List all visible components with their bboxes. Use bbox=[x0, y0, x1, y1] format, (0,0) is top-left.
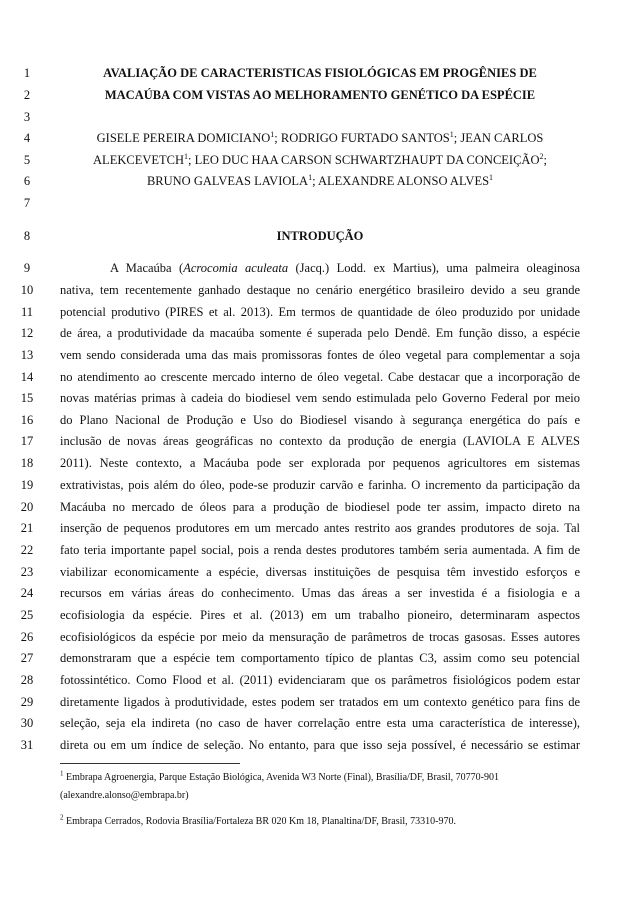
paragraph-line: no atendimento ao crescente mercado interno de óleo vegetal. Cabe destacar que a incorporação de bbox=[60, 370, 580, 384]
line-19: 19 extrativistas, pois além do óleo, pode-se produzir carvão e farinha. O incremento da participação da bbox=[0, 475, 638, 495]
line-13: 13 vem sendo considerada uma das mais promissoras fontes de óleo vegetal para complementar a soja bbox=[0, 345, 638, 365]
paragraph-line: recursos em várias áreas do conhecimento. Umas das áreas a ser investida é a fisiologia e a bbox=[60, 586, 580, 600]
paragraph-line: potencial produtivo (PIRES et al. 2013). Em termos de quantidade de óleo produzido por unidade bbox=[60, 305, 580, 319]
paragraph-line: ecofisiologia da espécie. Pires et al. (2013) em um trabalho pioneiro, determinaram aspectos bbox=[60, 608, 580, 622]
authors-line-1: GISELE PEREIRA DOMICIANO$^1$; RODRIGO FURTADO SANTOS$^1$; JEAN CARLOS bbox=[96, 129, 544, 145]
paragraph-line: do Plano Nacional de Produção e Uso do Biodiesel visando à segurança energética do país e bbox=[60, 413, 580, 427]
line-20: 20 Macáuba no mercado de óleos para a produção de biodiesel pode ter assim, impacto direto na bbox=[0, 497, 638, 517]
line-10: 10 nativa, tem recentemente ganhado destaque no cenário energético brasileiro devido a seu grande bbox=[0, 280, 638, 300]
line-27: 27 demonstraram que a espécie tem comportamento típico de plantas C3, assim como seu potencial bbox=[0, 648, 638, 668]
line-6 bbox=[0, 171, 638, 191]
footnote-1: $^1$ Embrapa Agroenergia, Parque Estação Biológica, Avenida W3 Norte (Final), Brasília/DF, Brasil, 70770-901 bbox=[60, 769, 499, 783]
authors-line-2: ALEKCEVETCH$^1$; LEO DUC HAA CARSON SCHWARTZHAUPT DA CONCEIÇÃO$^2$; bbox=[93, 151, 547, 167]
line-14: 14 no atendimento ao crescente mercado interno de óleo vegetal. Cabe destacar que a incorporação de bbox=[0, 367, 638, 387]
line-18: 18 2011). Neste contexto, a Macáuba pode ser explorada por pequenos agricultores em sistemas bbox=[0, 453, 638, 473]
line-number: 9 bbox=[23, 261, 31, 275]
line-23: 23 viabilizar economicamente a espécie, diversas instituições de pesquisa têm investido esforços e bbox=[0, 562, 638, 582]
paragraph-line: extrativistas, pois além do óleo, pode-se produzir carvão e farinha. O incremento da participação da bbox=[60, 478, 580, 492]
line-number: 6 bbox=[23, 174, 31, 188]
line-9 bbox=[0, 258, 638, 278]
paragraph-line: ecofisiológicos da espécie por meio da mensuração de parâmetros de trocas gasosas. Esses autores bbox=[60, 630, 580, 644]
footnote-1-email: (alexandre.alonso@embrapa.br) bbox=[60, 790, 189, 801]
paragraph-line: fotossintético. Como Flood et al. (2011) evidenciaram que os parâmetros fisiológicos podem estar bbox=[60, 673, 580, 687]
section-heading: INTRODUÇÃO bbox=[276, 229, 364, 243]
line-31: 31 direta ou em um índice de seleção. No entanto, para que isso seja possível, é necessário se estimar bbox=[0, 735, 638, 755]
title-line-1: AVALIAÇÃO DE CARACTERISTICAS FISIOLÓGICAS EM PROGÊNIES DE bbox=[103, 66, 537, 80]
line-28: 28 fotossintético. Como Flood et al. (2011) evidenciaram que os parâmetros fisiológicos podem estar bbox=[0, 670, 638, 690]
line-29: 29 diretamente ligados à produtividade, estes podem ser tratados em um contexto genético para fins de bbox=[0, 692, 638, 712]
paragraph-line: viabilizar economicamente a espécie, diversas instituições de pesquisa têm investido esforços e bbox=[60, 565, 580, 579]
line-11: 11 potencial produtivo (PIRES et al. 2013). Em termos de quantidade de óleo produzido por unidade bbox=[0, 302, 638, 322]
line-7 bbox=[0, 193, 638, 213]
line-26: 26 ecofisiológicos da espécie por meio da mensuração de parâmetros de trocas gasosas. Esses autores bbox=[0, 627, 638, 647]
line-22: 22 fato teria importante papel social, pois a renda destes produtores também seria aumentada. A fim de bbox=[0, 540, 638, 560]
line-21: 21 inserção de pequenos produtores em um mercado antes restrito aos grandes produtores de soja. Tal bbox=[0, 518, 638, 538]
line-number: 5 bbox=[23, 153, 31, 167]
footnote-divider bbox=[60, 763, 240, 764]
line-number: 1 bbox=[23, 66, 31, 80]
line-number: 8 bbox=[23, 229, 31, 243]
paragraph-line: inclusão de novas áreas geográficas no contexto da produção de energia (LAVIOLA E ALVES bbox=[60, 434, 580, 448]
paragraph-line: A Macaúba (Acrocomia aculeata (Jacq.) Lodd. ex Martius), uma palmeira oleaginosa bbox=[110, 261, 581, 275]
line-number: 4 bbox=[23, 131, 31, 145]
paragraph-line: 2011). Neste contexto, a Macáuba pode ser explorada por pequenos agricultores em sistemas bbox=[60, 456, 580, 470]
line-30: 30 seleção, seja ela indireta (no caso de haver correlação entre esta uma característica de interesse), bbox=[0, 713, 638, 733]
line-8 bbox=[0, 226, 638, 246]
line-5 bbox=[0, 150, 638, 170]
paragraph-line: diretamente ligados à produtividade, estes podem ser tratados em um contexto genético para fins de bbox=[60, 695, 580, 709]
paragraph-line: inserção de pequenos produtores em um mercado antes restrito aos grandes produtores de soja. Tal bbox=[60, 521, 580, 535]
line-number: 3 bbox=[23, 110, 31, 124]
line-16: 16 do Plano Nacional de Produção e Uso do Biodiesel visando à segurança energética do país e bbox=[0, 410, 638, 430]
paragraph-line: de área, a produtividade da macaúba somente é superada pelo Dendê. Em função disso, a espécie bbox=[60, 326, 580, 340]
paragraph-line: direta ou em um índice de seleção. No entanto, para que isso seja possível, é necessário se estimar bbox=[60, 738, 580, 752]
paragraph-line: demonstraram que a espécie tem comportamento típico de plantas C3, assim como seu potencial bbox=[60, 651, 580, 665]
line-2 bbox=[0, 85, 638, 105]
footnote-2: $^2$ Embrapa Cerrados, Rodovia Brasília/Fortaleza BR 020 Km 18, Planaltina/DF, Brasil, 73310-970. bbox=[60, 813, 456, 827]
line-17: 17 inclusão de novas áreas geográficas no contexto da produção de energia (LAVIOLA E ALVES bbox=[0, 431, 638, 451]
species-name: Acrocomia aculeata bbox=[183, 261, 289, 275]
paragraph-line: nativa, tem recentemente ganhado destaque no cenário energético brasileiro devido a seu grande bbox=[60, 283, 580, 297]
line-3 bbox=[0, 107, 638, 127]
line-number: 2 bbox=[23, 88, 31, 102]
line-1 bbox=[0, 63, 638, 83]
line-4 bbox=[0, 128, 638, 148]
line-12: 12 de área, a produtividade da macaúba somente é superada pelo Dendê. Em função disso, a espécie bbox=[0, 323, 638, 343]
paragraph-line: fato teria importante papel social, pois a renda destes produtores também seria aumentada. A fim de bbox=[60, 543, 580, 557]
line-24: 24 recursos em várias áreas do conhecimento. Umas das áreas a ser investida é a fisiologia e a bbox=[0, 583, 638, 603]
paragraph-line: vem sendo considerada uma das mais promissoras fontes de óleo vegetal para complementar a soja bbox=[60, 348, 580, 362]
line-15: 15 novas matérias primas à cadeia do biodiesel vem sendo estimulada pelo Governo Federal por meio bbox=[0, 388, 638, 408]
paragraph-line: Macáuba no mercado de óleos para a produção de biodiesel pode ter assim, impacto direto na bbox=[60, 500, 580, 514]
line-25: 25 ecofisiologia da espécie. Pires et al. (2013) em um trabalho pioneiro, determinaram aspectos bbox=[0, 605, 638, 625]
authors-line-3: BRUNO GALVEAS LAVIOLA$^1$; ALEXANDRE ALONSO ALVES$^1$ bbox=[146, 172, 494, 188]
paragraph-line: seleção, seja ela indireta (no caso de haver correlação entre esta uma característica de interesse), bbox=[60, 716, 580, 730]
title-line-2: MACAÚBA COM VISTAS AO MELHORAMENTO GENÉTICO DA ESPÉCIE bbox=[104, 88, 536, 102]
paragraph-line: novas matérias primas à cadeia do biodiesel vem sendo estimulada pelo Governo Federal por meio bbox=[60, 391, 580, 405]
line-number: 7 bbox=[23, 196, 31, 210]
